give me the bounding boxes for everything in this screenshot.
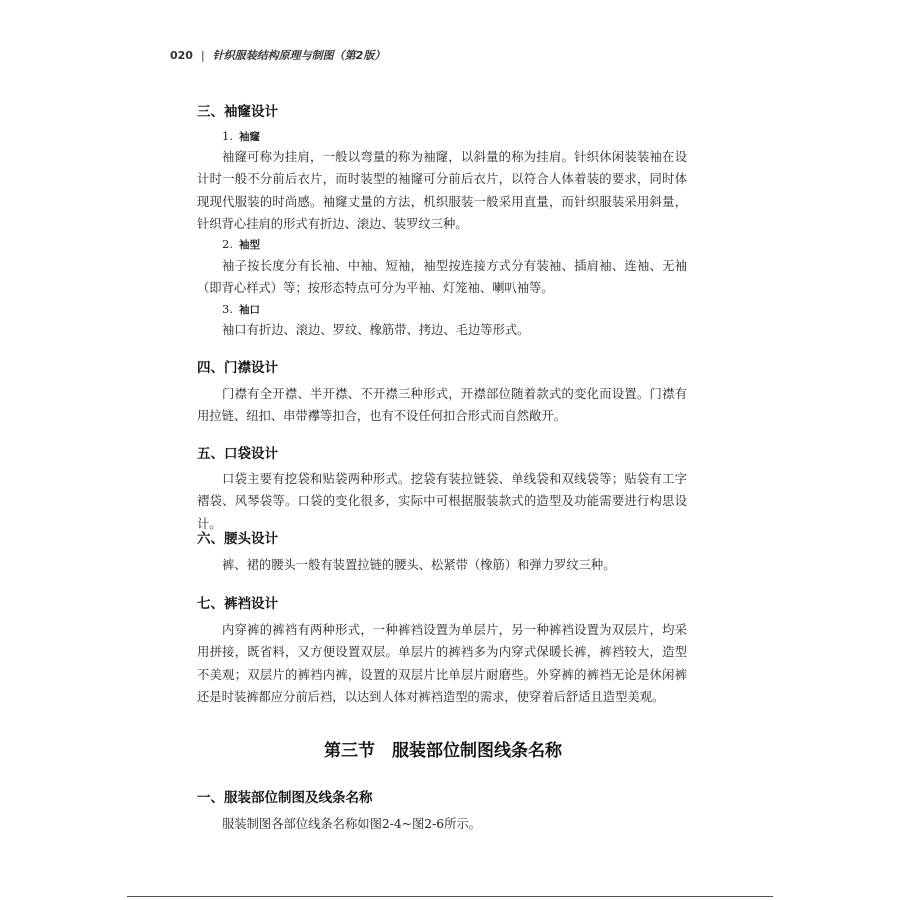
subheading-number: 2. (222, 237, 233, 251)
paragraph-cuff: 袖口有折边、滚边、罗纹、橡筋带、拷边、毛边等形式。 (222, 323, 530, 337)
subheading-label: 袖口 (238, 304, 260, 316)
subheading-label: 袖窿 (238, 131, 260, 143)
heading-armhole-design: 三、袖窿设计 (197, 104, 278, 120)
heading-drafting-line-names: 一、服装部位制图及线条名称 (197, 790, 373, 806)
header-separator: | (200, 49, 205, 62)
paragraph-crotch: 内穿裤的裤裆有两种形式，一种裤裆设置为单层片，另一种裤裆设置为双层片，均采用拼接，既省料，又方便设置双层。单层片的裤裆多为内穿式保暖长裤，裤裆较大，造型不美观；双层片的裤裆内裤，设置的双层片比单层片耐磨些。外穿裤的裤裆无论是休闲裤还是时装裤都应分前后裆，以达到人体对裤裆造型的需求，使穿着后舒适且造型美观。 (197, 623, 687, 704)
heading-pocket-design: 五、口袋设计 (197, 446, 278, 462)
paragraph-sleeve-type: 袖子按长度分有长袖、中袖、短袖，袖型按连接方式分有装袖、插肩袖、连袖、无袖（即背心样式）等；按形态特点可分为平袖、灯笼袖、喇叭袖等。 (197, 259, 687, 296)
bottom-rule (127, 896, 773, 897)
section-title: 第三节 服装部位制图线条名称 (324, 741, 562, 761)
subheading-sleeve-type (222, 237, 260, 252)
subheading-armhole (222, 129, 260, 144)
page-number: 020 (170, 49, 193, 62)
running-header (170, 47, 385, 63)
heading-waistband-design: 六、腰头设计 (197, 531, 278, 547)
heading-placket-design: 四、门襟设计 (197, 360, 278, 376)
heading-crotch-design: 七、裤裆设计 (197, 596, 278, 612)
subheading-number: 1. (222, 129, 233, 143)
subheading-number: 3. (222, 302, 233, 316)
subheading-cuff (222, 302, 260, 317)
paragraph-armhole: 袖窿可称为挂肩，一般以弯量的称为袖窿，以斜量的称为挂肩。针织休闲装装袖在设计时一般不分前后衣片，而时装型的袖窿可分前后衣片，以符合人体着装的要求，同时体现现代服装的时尚感。袖窿丈量的方法，机织服装一般采用直量，而针织服装采用斜量，针织背心挂肩的形式有折边、滚边、装罗纹三种。 (197, 150, 687, 231)
subheading-label: 袖型 (238, 239, 260, 251)
book-title: 针织服装结构原理与制图（第2版） (212, 49, 386, 62)
paragraph-placket: 门襟有全开襟、半开襟、不开襟三种形式，开襟部位随着款式的变化而设置。门襟有用拉链、纽扣、串带襻等扣合，也有不设任何扣合形式而自然敞开。 (197, 387, 687, 424)
paragraph-waistband: 裤、裙的腰头一般有装置拉链的腰头、松紧带（橡筋）和弹力罗纹三种。 (222, 558, 616, 572)
paragraph-pocket: 口袋主要有挖袋和贴袋两种形式。挖袋有装拉链袋、单线袋和双线袋等；贴袋有工字褶袋、风琴袋等。口袋的变化很多，实际中可根据服装款式的造型及功能需要进行构思设计。 (197, 472, 687, 531)
paragraph-drafting-lines: 服装制图各部位线条名称如图2-4~图2-6所示。 (222, 817, 481, 831)
